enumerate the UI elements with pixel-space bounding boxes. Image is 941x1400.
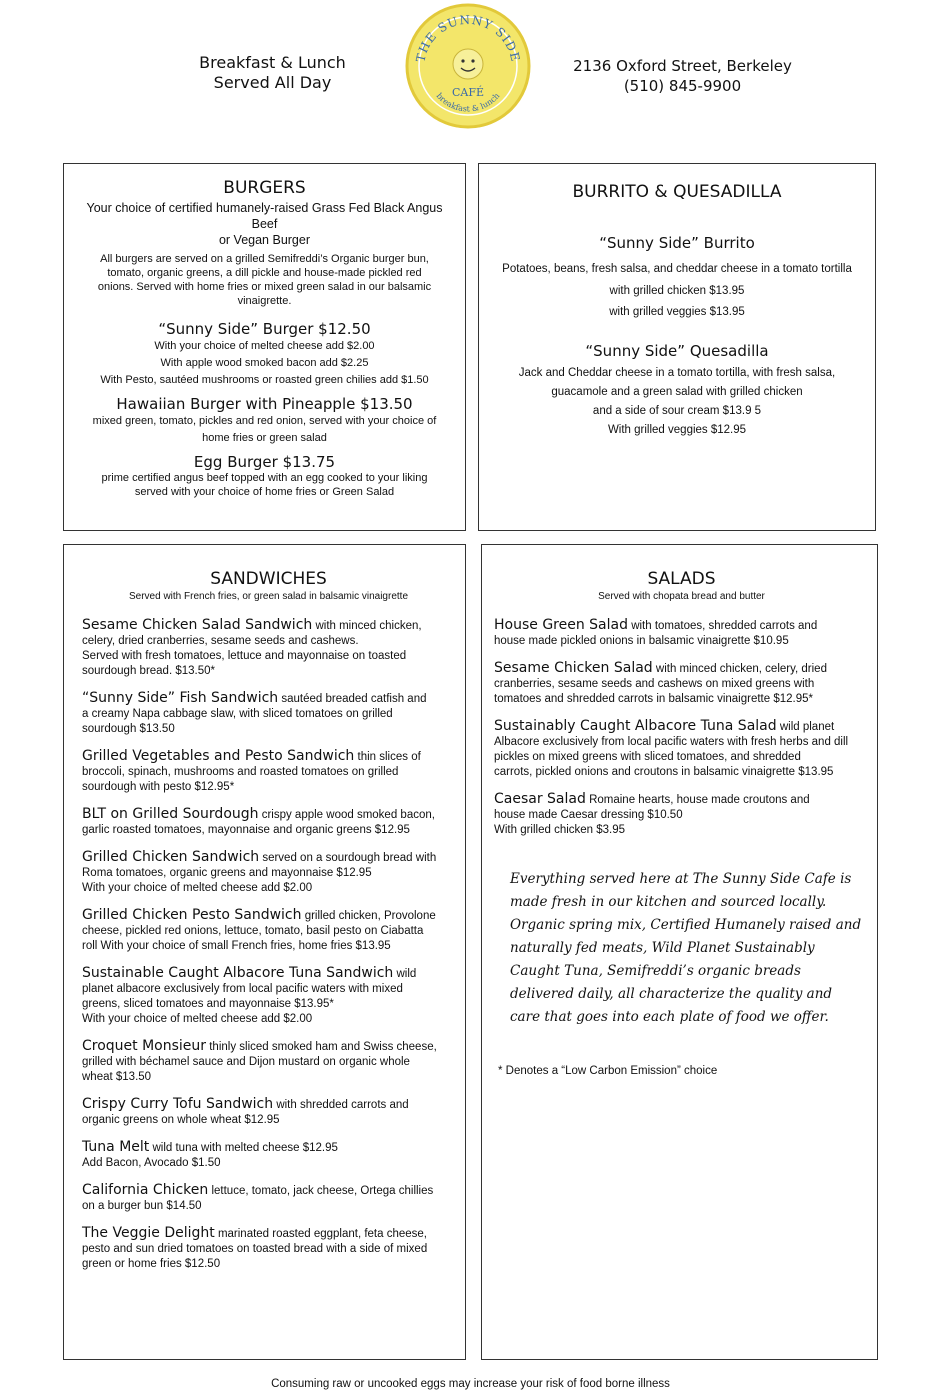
quesadilla-line-2: guacamole and a green salad with grilled chicken (551, 386, 803, 398)
menu-item-desc: Add Bacon, Avocado $1.50 (82, 1157, 221, 1169)
menu-item-desc: thinly sliced smoked ham and Swiss cheese, (206, 1041, 437, 1053)
menu-item (82, 807, 455, 838)
header-contact (560, 56, 805, 96)
note-line-1: Everything served here at The Sunny Side Cafe is (510, 871, 852, 887)
menu-item-desc: Romaine hearts, house made croutons and (585, 794, 810, 806)
menu-item-desc: garlic roasted tomatoes, mayonnaise and organic greens $12.95 (82, 824, 410, 836)
menu-item-desc: wild tuna with melted cheese $12.95 (149, 1142, 338, 1154)
menu-item-desc: marinated roasted eggplant, feta cheese, (214, 1228, 428, 1240)
menu-item-desc: green or home fries $12.50 (82, 1258, 221, 1270)
menu-item-name: Grilled Chicken Sandwich (82, 849, 260, 865)
menu-item-name: Sustainably Caught Albacore Tuna Salad (494, 718, 777, 734)
menu-item-desc: Roma tomatoes, organic greens and mayonnaise $12.95 (82, 867, 372, 879)
menu-item-desc: wild planet (776, 721, 835, 733)
menu-item (494, 618, 869, 649)
burgers-intro-2: Beef (251, 217, 278, 231)
sandwiches-subtitle: Served with French fries, or green salad in balsamic vinaigrette (128, 591, 409, 602)
sunny-burger-line-1: With your choice of melted cheese add $2.00 (154, 340, 375, 352)
sun-face-icon (453, 49, 483, 79)
note-line-7: care that goes into each plate of food we offer. (510, 1009, 829, 1025)
menu-item-name: Crispy Curry Tofu Sandwich (82, 1096, 274, 1112)
tagline-line1: Breakfast & Lunch (199, 53, 346, 72)
menu-item-desc: tomatoes and shredded carrots in balsamic vinaigrette $12.95* (494, 693, 813, 705)
menu-item-name: House Green Salad (494, 617, 628, 633)
menu-item-desc: grilled with béchamel sauce and Dijon mustard on organic whole (82, 1056, 410, 1068)
low-carbon-footnote: * Denotes a “Low Carbon Emission” choice (498, 1065, 718, 1077)
menu-item (82, 691, 455, 737)
menu-item-desc: Albacore exclusively from local pacific waters with fresh herbs and dill (494, 736, 849, 748)
sunny-burger-title: “Sunny Side” Burger $12.50 (158, 320, 371, 338)
menu-item-name: Sesame Chicken Salad Sandwich (82, 617, 313, 633)
menu-item-desc: celery, dried cranberries, sesame seeds and cashews. (82, 635, 359, 647)
salad-list (494, 618, 869, 838)
menu-item (494, 661, 869, 707)
menu-item-desc: grilled chicken, Provolone (301, 910, 436, 922)
header-tagline (150, 53, 395, 93)
menu-item-name: California Chicken (82, 1182, 209, 1198)
note-line-2: made fresh in our kitchen and sourced locally. (510, 894, 827, 910)
menu-item-desc: planet albacore exclusively from local pacific waters with mixed (82, 983, 403, 995)
menu-item (82, 1097, 455, 1128)
menu-item-desc: wheat $13.50 (82, 1071, 152, 1083)
menu-item-name: Grilled Vegetables and Pesto Sandwich (82, 748, 355, 764)
quesadilla-line-3: and a side of sour cream $13.9 5 (592, 405, 762, 417)
menu-item-desc: roll With your choice of small French fries, home fries $13.95 (82, 940, 391, 952)
menu-item-desc: served on a sourdough bread with (259, 852, 437, 864)
menu-item-desc: cheese, pickled red onions, lettuce, tomato, basil pesto on Ciabatta (82, 925, 424, 937)
note-line-5: Caught Tuna, Semifreddi’s organic breads (510, 963, 801, 979)
menu-item-desc: With your choice of melted cheese add $2.00 (82, 1013, 313, 1025)
menu-item-name: Sesame Chicken Salad (494, 660, 653, 676)
menu-item (82, 850, 455, 896)
hawaiian-burger-line-2: home fries or green salad (202, 432, 327, 444)
quesadilla-line-1: Jack and Cheddar cheese in a tomato tortilla, with fresh salsa, (518, 367, 836, 379)
sandwiches-section (63, 544, 466, 1360)
menu-item-name: Croquet Monsieur (82, 1038, 207, 1054)
menu-item-desc: sourdough with pesto $12.95* (82, 781, 235, 793)
menu-item (82, 1183, 455, 1214)
quesadilla-title: “Sunny Side” Quesadilla (585, 342, 769, 360)
logo-cafe-text: CAFÉ (451, 86, 485, 99)
menu-item-desc: organic greens on whole wheat $12.95 (82, 1114, 280, 1126)
sunny-burger-line-2: With apple wood smoked bacon add $2.25 (160, 357, 369, 369)
menu-item-desc: on a burger bun $14.50 (82, 1200, 202, 1212)
menu-item-desc: pickles on mixed greens with sliced tomatoes, and shredded (494, 751, 801, 763)
menu-item-desc: a creamy Napa cabbage slaw, with sliced tomatoes on grilled (82, 708, 393, 720)
menu-item (82, 749, 455, 795)
menu-item-name: Sustainable Caught Albacore Tuna Sandwich (82, 965, 394, 981)
menu-item-desc: lettuce, tomato, jack cheese, Ortega chillies (208, 1185, 434, 1197)
menu-item-desc: wild (393, 968, 417, 980)
hawaiian-burger-line-1: mixed green, tomato, pickles and red onion, served with your choice of (92, 415, 437, 427)
menu-item-desc: thin slices of (354, 751, 421, 763)
burgers-desc-3: onions. Served with home fries or mixed green salad in our balsamic (97, 281, 432, 293)
burrito-line-1: Potatoes, beans, fresh salsa, and cheddar cheese in a tomato tortilla (502, 263, 852, 275)
salads-title: SALADS (647, 569, 716, 589)
burrito-title: BURRITO & QUESADILLA (572, 182, 782, 202)
burgers-intro-1: Your choice of certified humanely-raised Grass Fed Black Angus (86, 201, 443, 215)
phone: (510) 845-9900 (623, 77, 742, 95)
menu-item-desc: pesto and sun dried tomatoes on toasted bread with a side of mixed (82, 1243, 428, 1255)
menu-item-desc: Served with fresh tomatoes, lettuce and mayonnaise on toasted (82, 650, 407, 662)
menu-item-desc: broccoli, spinach, mushrooms and roasted tomatoes on grilled (82, 766, 399, 778)
salads-section (481, 544, 878, 1360)
egg-burger-line-2: served with your choice of home fries or Green Salad (134, 486, 395, 498)
menu-item (82, 1140, 455, 1171)
quesadilla-line-4: With grilled veggies $12.95 (607, 424, 747, 436)
menu-item-desc: carrots, pickled onions and croutons in balsamic vinaigrette $13.95 (494, 766, 834, 778)
menu-item-name: Grilled Chicken Pesto Sandwich (82, 907, 302, 923)
note-line-6: delivered daily, all characterize the quality and (510, 986, 833, 1002)
menu-item (82, 1039, 455, 1085)
menu-item (82, 1226, 455, 1272)
menu-item-desc: house made Caesar dressing $10.50 (494, 809, 683, 821)
footer-warning: Consuming raw or uncooked eggs may increase your risk of food borne illness (271, 1378, 670, 1390)
menu-item-desc: sautéed breaded catfish and (278, 693, 427, 705)
burgers-section (63, 163, 466, 531)
menu-item-desc: sourdough bread. $13.50* (82, 665, 215, 677)
menu-item (494, 719, 869, 780)
hawaiian-burger-title: Hawaiian Burger with Pineapple $13.50 (116, 395, 413, 413)
menu-item (494, 792, 869, 838)
address: 2136 Oxford Street, Berkeley (573, 57, 792, 75)
menu-item-desc: with tomatoes, shredded carrots and (628, 620, 818, 632)
sunny-side-cafe-logo (404, 2, 532, 130)
menu-item-desc: greens, sliced tomatoes and mayonnaise $13.95* (82, 998, 334, 1010)
logo-top-text: THE SUNNY SIDE (413, 12, 523, 64)
sandwich-list (82, 618, 455, 1272)
burgers-title: BURGERS (223, 178, 306, 198)
menu-item-name: “Sunny Side” Fish Sandwich (82, 690, 279, 706)
burgers-desc-4: vinaigrette. (237, 295, 292, 307)
tagline-line2: Served All Day (213, 73, 332, 92)
menu-item-desc: crispy apple wood smoked bacon, (258, 809, 435, 821)
burgers-desc-2: tomato, organic greens, a dill pickle and house-made pickled red (107, 267, 422, 279)
burrito-line-2: with grilled chicken $13.95 (609, 285, 745, 297)
menu-item (82, 966, 455, 1027)
note-line-3: Organic spring mix, Certified Humanely raised and (510, 917, 862, 933)
menu-item-desc: cranberries, sesame seeds and cashews on mixed greens with (494, 678, 815, 690)
burrito-line-3: with grilled veggies $13.95 (609, 306, 745, 318)
menu-item-desc: with minced chicken, (312, 620, 422, 632)
menu-item-name: The Veggie Delight (82, 1225, 215, 1241)
freshness-note (510, 868, 869, 1029)
egg-burger-line-1: prime certified angus beef topped with an egg cooked to your liking (101, 472, 428, 484)
note-line-4: naturally fed meats, Wild Planet Sustainably (510, 940, 815, 956)
menu-item-desc: With grilled chicken $3.95 (494, 824, 626, 836)
menu-item-desc: house made pickled onions in balsamic vinaigrette $10.95 (494, 635, 789, 647)
menu-item-desc: sourdough $13.50 (82, 723, 175, 735)
burgers-desc-1: All burgers are served on a grilled Semifreddi’s Organic burger bun, (100, 253, 429, 265)
salads-subtitle: Served with chopata bread and butter (598, 591, 765, 602)
burrito-section (478, 163, 876, 531)
menu-item-name: Caesar Salad (494, 791, 586, 807)
egg-burger-title: Egg Burger $13.75 (193, 453, 336, 471)
sandwiches-title: SANDWICHES (210, 569, 327, 589)
menu-item-desc: With your choice of melted cheese add $2.00 (82, 882, 313, 894)
logo-bottom-text: breakfast & lunch (434, 91, 502, 114)
burgers-intro-3: or Vegan Burger (218, 233, 311, 247)
menu-item (82, 618, 455, 679)
sunny-burger-line-3: With Pesto, sautéed mushrooms or roasted green chilies add $1.50 (100, 374, 429, 386)
menu-item (82, 908, 455, 954)
menu-item-name: BLT on Grilled Sourdough (82, 806, 259, 822)
menu-item-name: Tuna Melt (82, 1139, 150, 1155)
sunny-burrito-title: “Sunny Side” Burrito (599, 234, 755, 252)
menu-item-desc: with shredded carrots and (273, 1099, 409, 1111)
menu-item-desc: with minced chicken, celery, dried (652, 663, 827, 675)
